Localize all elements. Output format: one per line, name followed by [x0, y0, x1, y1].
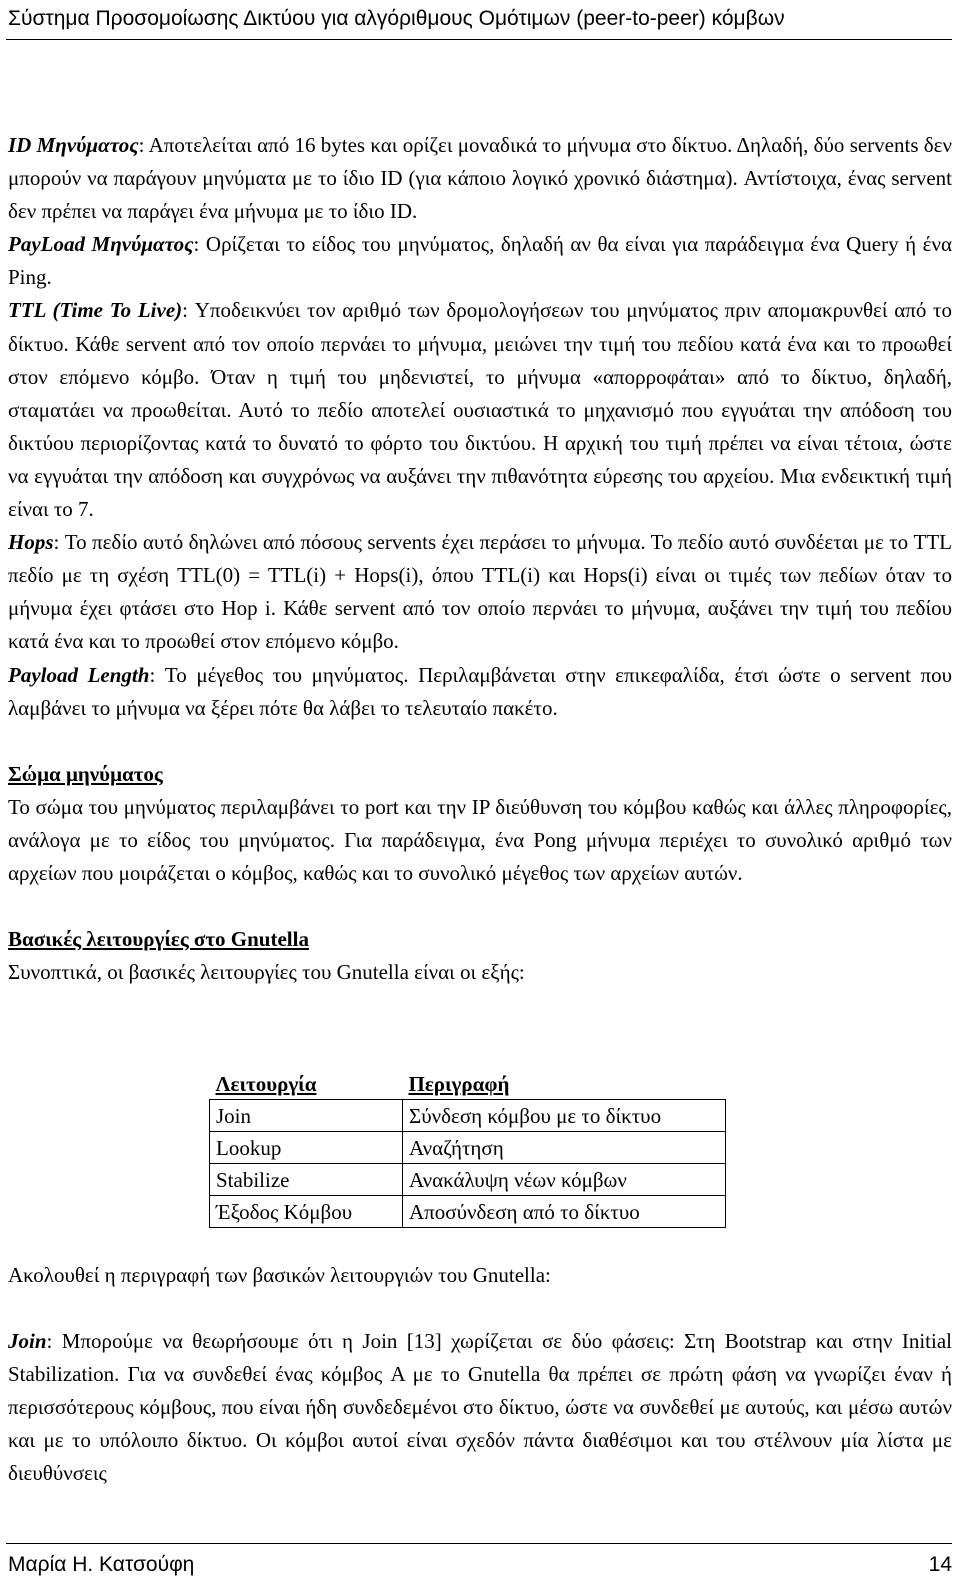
page-number: 14 — [928, 1553, 952, 1576]
table-cell: Lookup — [210, 1132, 403, 1164]
table-row — [210, 1132, 726, 1164]
field-payload-paragraph — [8, 228, 952, 294]
main-content — [8, 129, 952, 989]
table-header-description: Περιγραφή — [403, 1068, 726, 1100]
table-cell: Αναζήτηση — [403, 1132, 726, 1164]
join-text: : Μπορούμε να θεωρήσουμε ότι η Join [13] χωρίζεται σε δύο φάσεις: Στη Bootstrap και στην Initial Stabilization. Για να συνδεθεί ένας κόμβος A με το Gnutella θα πρέπει σε πρώτη φάση να γνωρίζει έναν ή περισσότερους κόμβους, που είναι ήδη συνδεδεμένοι στο δίκτυο, ώστε να συνδεθεί με αυτούς, και μέσω αυτών και με το υπόλοιπο δίκτυο. Οι κόμβοι αυτοί είναι σχεδόν πάντα διαθέσιμοι και του στέλνουν μία λίστα με διευθύνσεις — [8, 1329, 952, 1486]
join-term: Join — [8, 1329, 47, 1354]
spacer — [8, 725, 952, 758]
field-id-paragraph — [8, 129, 952, 228]
functions-follow-text: Ακολουθεί η περιγραφή των βασικών λειτουργιών του Gnutella: — [8, 1263, 551, 1287]
page-footer — [8, 1550, 952, 1580]
header-divider — [6, 39, 952, 40]
functions-intro: Συνοπτικά, οι βασικές λειτουργίες του Gnutella είναι οι εξής: — [8, 960, 525, 985]
spacer — [8, 890, 952, 923]
field-hops-paragraph — [8, 526, 952, 658]
page-header: Σύστημα Προσομοίωσης Δικτύου για αλγόριθμους Ομότιμων (peer-to-peer) κόμβων — [8, 7, 785, 30]
field-payload-length-paragraph — [8, 659, 952, 725]
functions-table — [209, 1068, 726, 1228]
field-ttl-text: : Υποδεικνύει τον αριθμό των δρομολογήσεων του μηνύματος πριν απομακρυνθεί από το δίκτυο. Κάθε servent από τον οποίο περνάει το μήνυμα, μειώνει την τιμή του πεδίου κατά ένα και το προωθεί στον επόμενο κόμβο. Όταν η τιμή του μηδενιστεί, το μήνυμα «απορροφάται» από το δίκτυο, δηλαδή, σταματάει να προωθείται. Αυτό το πεδίο αποτελεί ουσιαστικά το μηχανισμό που εγγυάται την απόδοση του δικτύου περιορίζοντας κατά το δυνατό το φόρτο του δικτύου. Η αρχική του τιμή πρέπει να είναι τέτοια, ώστε να εγγυάται την απόδοση και συγχρόνως να αυξάνει την πιθανότητα εύρεσης του αρχείου. Μια ενδεικτική τιμή είναι το 7. — [8, 298, 952, 522]
table-cell: Stabilize — [210, 1164, 403, 1196]
footer-author: Μαρία Η. Κατσούφη — [8, 1553, 195, 1576]
table-row — [210, 1196, 726, 1228]
field-hops-term: Hops — [8, 530, 54, 555]
table-header-function: Λειτουργία — [210, 1068, 403, 1100]
field-ttl-paragraph — [8, 294, 952, 526]
table-cell: Ανακάλυψη νέων κόμβων — [403, 1164, 726, 1196]
field-payload-length-text: : Το μέγεθος του μηνύματος. Περιλαμβάνεται στην επικεφαλίδα, έτσι ώστε ο servent που λαμβάνει το μήνυμα να ξέρει πότε θα λάβει το τελευταίο πακέτο. — [8, 662, 953, 720]
footer-divider — [6, 1543, 952, 1544]
spacer — [8, 1292, 952, 1325]
field-hops-text: : Το πεδίο αυτό δηλώνει από πόσους servents έχει περάσει το μήνυμα. Το πεδίο αυτό συνδέεται με το TTL πεδίο με τη σχέση TTL(0) = TTL(i) + Hops(i), όπου TTL(i) και Hops(i) είναι οι τιμές των πεδίων όταν το μήνυμα έχει φτάσει στο Hop i. Κάθε servent από τον οποίο περνάει το μήνυμα, αυξάνει την τιμή του πεδίου κατά ένα και το προωθεί στον επόμενο κόμβο. — [8, 530, 952, 654]
field-ttl-term: TTL (Time To Live) — [8, 298, 183, 323]
body-section-text: Το σώμα του μηνύματος περιλαμβάνει το port και την IP διεύθυνση του κόμβου καθώς και άλλες πληροφορίες, ανάλογα με το είδος του μηνύματος. Για παράδειγμα, ένα Pong μήνυμα περιέχει το συνολικό αριθμό των αρχείων που μοιράζεται ο κόμβος, καθώς και το συνολικό μέγεθος των αρχείων αυτών. — [8, 794, 952, 885]
field-id-text: : Αποτελείται από 16 bytes και ορίζει μοναδικά το μήνυμα στο δίκτυο. Δηλαδή, δύο servents δεν μπορούν να παράγουν μηνύματα με το ίδιο ID (για κάποιο λογικό χρονικό διάστημα). Αντίστοιχα, ένας servent δεν πρέπει να παράγει ένα μήνυμα με το ίδιο ID. — [8, 133, 952, 224]
field-payload-length-term: Payload Length — [8, 662, 150, 687]
table-cell: Join — [210, 1100, 403, 1132]
body-section-heading: Σώμα μηνύματος — [8, 761, 163, 786]
table-row — [210, 1100, 726, 1132]
table-row — [210, 1164, 726, 1196]
functions-section-heading: Βασικές λειτουργίες στο Gnutella — [8, 927, 309, 952]
field-payload-text: : Ορίζεται το είδος του μηνύματος, δηλαδή αν θα είναι για παράδειγμα ένα Query ή ένα Ping. — [8, 232, 952, 290]
table-cell: Αποσύνδεση από το δίκτυο — [403, 1196, 726, 1228]
field-payload-term: PayLoad Μηνύματος — [8, 232, 194, 257]
table-cell: Έξοδος Κόμβου — [210, 1196, 403, 1228]
table-header-row — [210, 1068, 726, 1100]
after-table-content — [8, 1259, 952, 1491]
table-cell: Σύνδεση κόμβου με το δίκτυο — [403, 1100, 726, 1132]
join-paragraph — [8, 1325, 952, 1490]
field-id-term: ID Μηνύματος — [8, 133, 139, 157]
